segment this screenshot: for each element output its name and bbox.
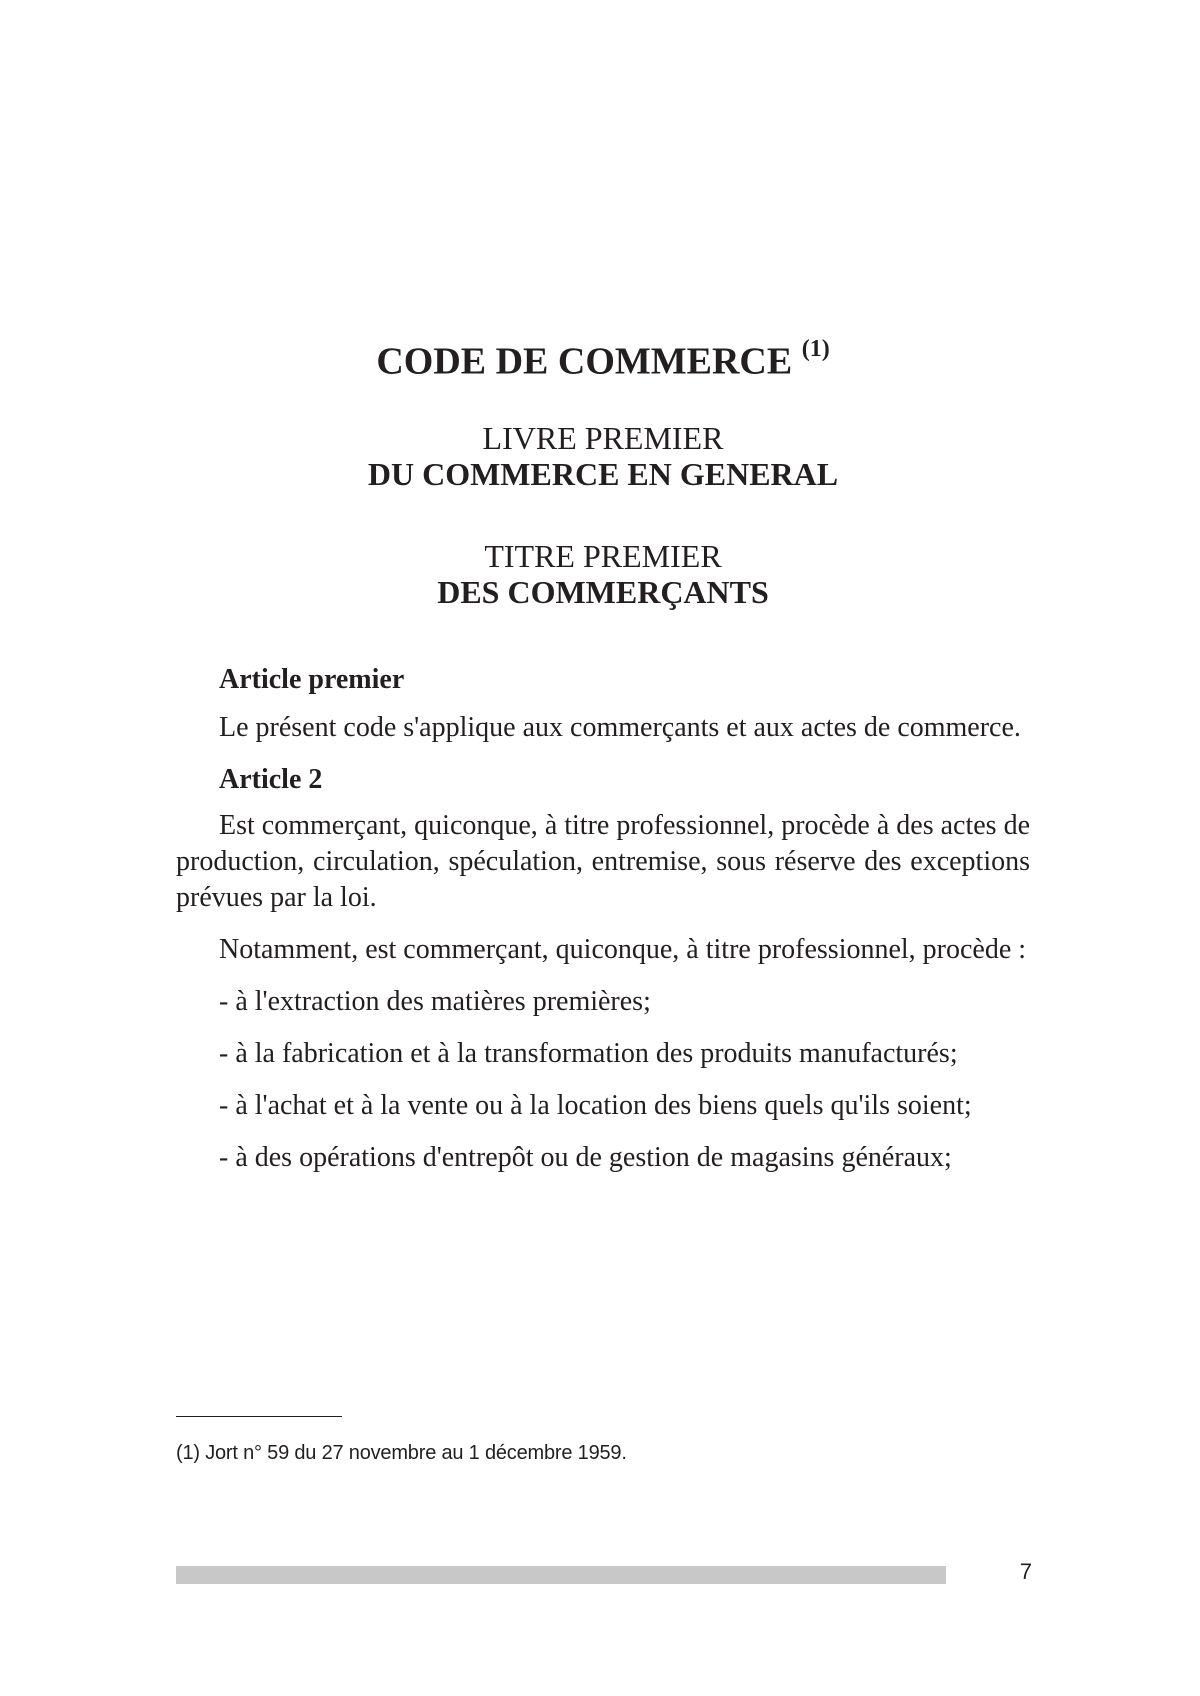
article-2-heading: Article 2 — [219, 764, 323, 795]
titre-label: TITRE PREMIER — [484, 538, 722, 574]
list-item-achat-vente: - à l'achat et à la vente ou à la location des biens quels qu'ils soient; — [219, 1090, 972, 1121]
article-1-paragraph: Le présent code s'applique aux commerçants et aux actes de commerce. — [219, 712, 1021, 743]
livre-title: DU COMMERCE EN GENERAL — [367, 456, 839, 492]
footnote: (1) Jort n° 59 du 27 novembre au 1 décembre 1959. — [176, 1442, 627, 1464]
list-item-extraction: - à l'extraction des matières premières; — [219, 986, 651, 1017]
code-title-text: CODE DE COMMERCE — [376, 340, 793, 383]
footnote-divider — [176, 1416, 342, 1417]
code-title-footnote-ref: (1) — [801, 336, 830, 362]
article-2-paragraph-1: Est commerçant, quiconque, à titre professionnel, procède à des actes de production, circulation, spéculation, entremise, sous réserve des exceptions prévues par la loi. — [176, 810, 1030, 913]
footer-bar — [176, 1566, 946, 1584]
page-number: 7 — [1019, 1559, 1032, 1584]
livre-label: LIVRE PREMIER — [482, 420, 724, 456]
livre-heading — [176, 420, 1030, 492]
titre-title: DES COMMERÇANTS — [437, 574, 769, 610]
article-1-heading: Article premier — [219, 664, 405, 695]
code-title — [176, 330, 1030, 385]
titre-heading — [176, 538, 1030, 610]
list-item-entrepot: - à des opérations d'entrepôt ou de gestion de magasins généraux; — [219, 1142, 952, 1173]
body-text — [176, 662, 1030, 1192]
list-item-fabrication: - à la fabrication et à la transformation des produits manufacturés; — [219, 1038, 958, 1069]
article-2-paragraph-2: Notamment, est commerçant, quiconque, à titre professionnel, procède : — [219, 934, 1027, 965]
